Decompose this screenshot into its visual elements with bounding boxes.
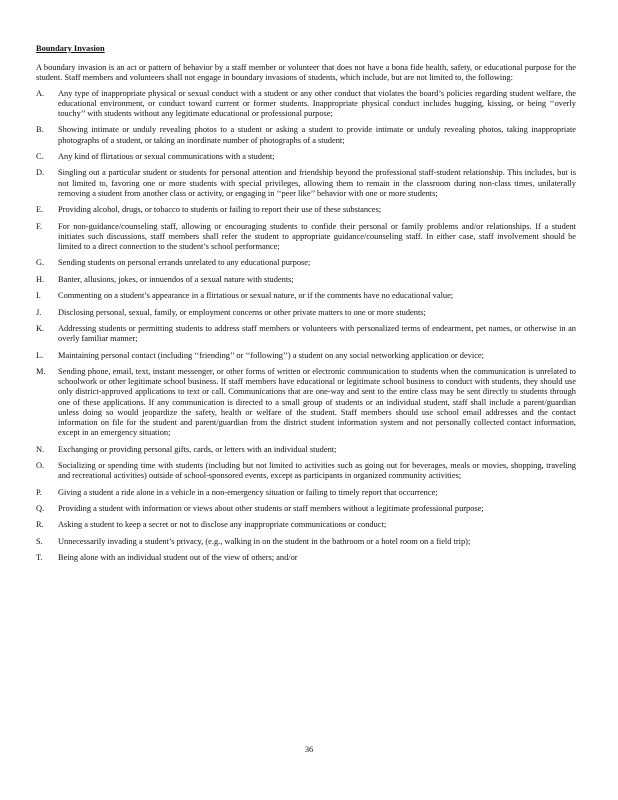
- list-item-text: Unnecessarily invading a student’s privacy, (e.g., walking in on the student in the bathroom or a hotel room on a field trip);: [58, 536, 471, 546]
- list-item: [36, 367, 576, 438]
- list-item: [36, 152, 576, 162]
- list-item-text: Any type of inappropriate physical or sexual conduct with a student or any other conduct that violates the board’s policies regarding student welfare, the educational environment, or conduct toward current or former students. Inappropriate physical conduct includes hugging, kissing, or being ‘‘overly touchy’’ with students without any legitimate educational or professional purpose;: [58, 88, 576, 119]
- list-item: [36, 291, 576, 301]
- list-item-letter: D.: [36, 168, 45, 178]
- list-item: [36, 222, 576, 253]
- page-number: 36: [304, 745, 314, 754]
- list-item-letter: T.: [36, 553, 43, 563]
- list-item-letter: P.: [36, 487, 42, 497]
- list-item: [36, 275, 576, 285]
- list-item-text: Giving a student a ride alone in a vehicle in a non-emergency situation or failing to timely report that occurrence;: [58, 487, 438, 497]
- list-item-letter: M.: [36, 366, 46, 376]
- boundary-invasion-list: [36, 89, 576, 564]
- list-item: [36, 537, 576, 547]
- list-item-letter: N.: [36, 444, 45, 454]
- list-item-letter: C.: [36, 152, 44, 161]
- list-item-letter: R.: [36, 520, 44, 530]
- list-item-letter: F.: [36, 221, 43, 231]
- list-item: [36, 461, 576, 481]
- list-item: [36, 308, 576, 318]
- list-item-text: Providing a student with information or views about other students or staff members without a legitimate professional purpose;: [58, 503, 484, 513]
- document-page: [36, 44, 576, 569]
- list-item-text: Showing intimate or unduly revealing photos to a student or asking a student to provide intimate or unduly revealing photos, taking inappropriate photographs of a student, or taking an inordinate number of photographs of a student;: [58, 125, 576, 145]
- list-item-text: Being alone with an individual student out of the view of others; and/or: [58, 553, 298, 563]
- list-item: [36, 351, 576, 361]
- list-item-text: Disclosing personal, sexual, family, or employment concerns or other private matters to one or more students;: [58, 307, 426, 317]
- list-item: [36, 168, 576, 199]
- list-item: [36, 89, 576, 120]
- list-item-letter: L.: [36, 350, 44, 360]
- list-item-text: Any kind of flirtatious or sexual communications with a student;: [58, 152, 275, 161]
- list-item: [36, 504, 576, 514]
- list-item-letter: H.: [36, 274, 45, 284]
- list-item-letter: J.: [36, 307, 42, 317]
- list-item: [36, 445, 576, 455]
- list-item: [36, 488, 576, 498]
- list-item-letter: O.: [36, 460, 45, 470]
- list-item: [36, 205, 576, 215]
- intro-paragraph: A boundary invasion is an act or pattern of behavior by a staff member or volunteer that does not have a bona fide health, safety, or educational purpose for the student. Staff members and volunteers shall not engage in boundary invasions of students, which include, but are not limited to, the following:: [36, 63, 576, 83]
- list-item-text: Maintaining personal contact (including ‘‘friending’’ or ‘‘following’’) a student on any social networking application or device;: [58, 350, 484, 360]
- list-item-text: Sending phone, email, text, instant messenger, or other forms of written or electronic communication to students when the communication is unrelated to schoolwork or other legitimate school business. If staff members have educational or legitimate school business to conduct with students, they should use only district-approved applications to text or call. Communications that are one-way and sent to the entire class may be sent directly to students through one of these applications. If any communication is directed to a small group of students or an individual student, staff shall include a parent/guardian unless doing so would jeopardize the safety, health or welfare of the student. Staff members should use school email addresses and the contact information on file for the student and parent/guardian from the district student information system and not personally collected contact information, except in an emergency situation;: [58, 366, 576, 438]
- list-item-text: Commenting on a student’s appearance in a flirtatious or sexual nature, or if the comments have no educational value;: [58, 291, 454, 301]
- list-item-text: Providing alcohol, drugs, or tobacco to students or failing to report their use of these substances;: [58, 205, 382, 215]
- list-item-text: Addressing students or permitting students to address staff members or volunteers with personalized terms of endearment, pet names, or otherwise in an overly familiar manner;: [58, 323, 576, 344]
- list-item: [36, 520, 576, 530]
- list-item: [36, 125, 576, 145]
- list-item-text: Singling out a particular student or students for personal attention and friendship beyond the professional staff-student relationship. This includes, but is not limited to, favoring one or more students with special privileges, allowing them to remain in the classroom during non-class times, unilaterally removing a student from another class or activity, or engaging in ‘‘peer like’’ behavior with one or more students;: [58, 168, 576, 198]
- list-item: [36, 553, 576, 563]
- list-item-text: Banter, allusions, jokes, or innuendos of a sexual nature with students;: [58, 274, 294, 284]
- list-item-text: Exchanging or providing personal gifts, cards, or letters with an individual student;: [58, 444, 337, 454]
- list-item-text: Socializing or spending time with students (including but not limited to activities such as going out for beverages, meals or movies, shopping, traveling and recreational activities) outside of school-sponsored events, except as participants in organized community activities;: [58, 460, 576, 481]
- list-item-text: For non-guidance/counseling staff, allowing or encouraging students to confide their personal or family problems and/or relationships. If a student initiates such discussions, staff members shall refer the student to appropriate guidance/counseling staff. In either case, staff involvement should be limited to a direct connection to the student’s school performance;: [58, 221, 576, 251]
- list-item-letter: E.: [36, 205, 44, 215]
- list-item-letter: K.: [36, 323, 45, 333]
- list-item: [36, 258, 576, 268]
- list-item-letter: G.: [36, 258, 45, 268]
- list-item-letter: I.: [36, 291, 41, 301]
- list-item: [36, 324, 576, 344]
- list-item-letter: A.: [36, 88, 45, 98]
- list-item-text: Asking a student to keep a secret or not to disclose any inappropriate communications or conduct;: [58, 520, 387, 530]
- list-item-text: Sending students on personal errands unrelated to any educational purpose;: [58, 258, 311, 268]
- list-item-letter: Q.: [36, 503, 45, 513]
- list-item-letter: S.: [36, 536, 43, 546]
- section-heading: Boundary Invasion: [36, 44, 105, 53]
- list-item-letter: B.: [36, 125, 44, 135]
